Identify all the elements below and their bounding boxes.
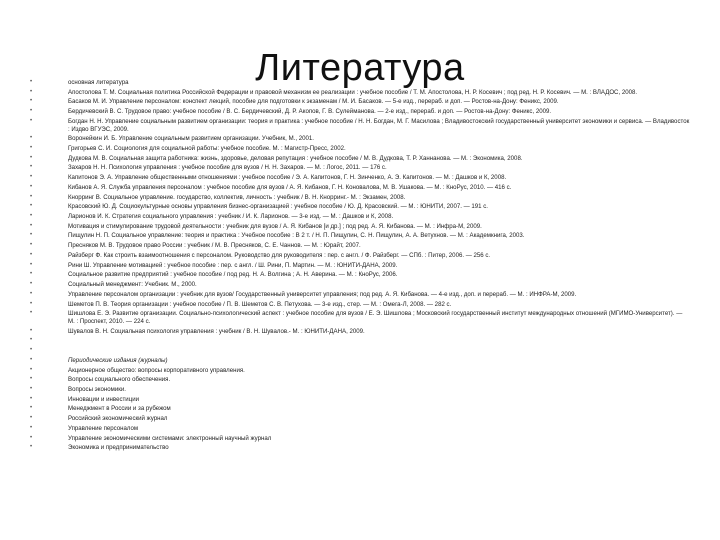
bibliography-entry: • Шувалов В. Н. Социальная психология управления : учебник / В. Н. Шувалов.- М. : ЮНИТИ-ДАНА, 2009.: [30, 328, 690, 336]
bibliography-entry: • Социальное развитие предприятий : учебное пособие / под ред. Н. А. Волгина ; А. Н. Аверина. — М. : КноРус, 2006.: [30, 271, 690, 279]
bibliography-entry: • Российский экономический журнал: [30, 415, 690, 423]
bibliography-entry: • Захаров Н. Н. Психология управления : учебное пособие для вузов / Н. Н. Захаров. — М. : Логос, 2011. — 176 с.: [30, 164, 690, 172]
bibliography-entry: • Шеметов П. В. Теория организации : учебное пособие / П. В. Шеметов С. В. Петухова. — 3-е изд., стер. — М. : Омега-Л, 2008. — 282 с.: [30, 301, 690, 309]
bibliography-entry: • Инновации и инвестиции: [30, 396, 690, 404]
empty-bullet: [30, 347, 690, 355]
bibliography-list: [30, 79, 690, 454]
bibliography-entry: • Экономика и предпринимательство: [30, 444, 690, 452]
bibliography-entry: • Капитонов Э. А. Управление общественными отношениями : учебное пособие / Э. А. Капитонов, Г. Н. Зинченко, А. Э. Капитонов. — М. : Дашков и К, 2008.: [30, 174, 690, 182]
section-heading: • Периодические издания (журналы): [30, 357, 690, 365]
bibliography-entry: • Воронейкин И. Б. Управление социальным развитием организации. Учебник, М., 2001.: [30, 135, 690, 143]
bibliography-entry: • Григорьев С. И. Социология для социальной работы: учебное пособие. М. : Магистр-Пресс, 2002.: [30, 145, 690, 153]
bibliography-entry: • Райзберг Ф. Как строить взаимоотношения с персоналом. Руководство для руководителя : пер. с англ. / Ф. Райзберг. — СПб. : Питер, 2006. — 256 с.: [30, 252, 690, 260]
bibliography-entry: • Управление экономическими системами: электронный научный журнал: [30, 435, 690, 443]
bibliography-entry: • основная литература: [30, 79, 690, 87]
bibliography-entry: • Пресняков М. В. Трудовое право России : учебник / М. В. Пресняков, С. Е. Чаннов. — М. : Юрайт, 2007.: [30, 242, 690, 250]
slide-title: Литература: [255, 47, 465, 90]
bibliography-entry: • Ларионов И. К. Стратегия социального управления : учебник / И. К. Ларионов. — 3-е изд. — М. : Дашков и К, 2008.: [30, 213, 690, 221]
bibliography-entry: • Кибанов А. Я. Служба управления персоналом : учебное пособие для вузов / А. Я. Кибанов, Г. Н. Коновалова, М. В. Ушакова. — М. : КноРус, 2010. — 416 с.: [30, 184, 690, 192]
bibliography-entry: • Управление персоналом организации : учебник для вузов/ Государственный университет управления; под ред. А. Я. Кибанова. — 4-е изд., доп. и перераб. — М. : ИНФРА-М, 2009.: [30, 291, 690, 299]
empty-bullet: [30, 337, 690, 345]
bibliography-entry: • Вопросы экономики.: [30, 386, 690, 394]
bibliography-entry: • Дудкова М. В. Социальная защита работника: жизнь, здоровье, деловая репутация : учебное пособие / М. В. Дудкова, Т. Р. Ханнанова. — М. : Экономика, 2008.: [30, 155, 690, 163]
bibliography-entry: • Акционерное общество: вопросы корпоративного управления.: [30, 367, 690, 375]
bibliography-entry: • Менеджмент в России и за рубежом: [30, 405, 690, 413]
bibliography-entry: • Мотивация и стимулирование трудовой деятельности : учебник для вузов / А. Я. Кибанов [и др.] ; под ред. А. Я. Кибанова. — М. : Инфра-М, 2009.: [30, 223, 690, 231]
bibliography-entry: • Бердичевский В. С. Трудовое право: учебное пособие / В. С. Бердичевский, Д. Р. Акопов, Г. В. Сулейманова. — 2-е изд., перераб. и доп. — Ростов-на-Дону: Феникс, 2009.: [30, 108, 690, 116]
bibliography-entry: • Вопросы социального обеспечения.: [30, 376, 690, 384]
bibliography-entry: • Пищулин Н. П. Социальное управление: теория и практика : Учебное пособие : В 2 т. / Н. П. Пищулин, С. Н. Пищулин, А. А. Ветухнов. — М. : Академкнига, 2003.: [30, 232, 690, 240]
bibliography-entry: • Социальный менеджмент: Учебник. М., 2000.: [30, 281, 690, 289]
bibliography-entry: • Рини Ш. Управление мотивацией : учебное пособие : пер. с англ. / Ш. Рини, П. Мартин. — М. : ЮНИТИ-ДАНА, 2009.: [30, 262, 690, 270]
bibliography-entry: • Шишлова Е. Э. Развитие организации. Социально-психологический аспект : учебное пособие для вузов / Е. Э. Шишлова ; Московский государственный институт международных отношений (МГИМО-Университет). — М. : Проспект, 2010. — 224 с.: [30, 310, 690, 325]
bibliography-entry: • Красовский Ю. Д. Социокультурные основы управления бизнес-организацией : учебное пособие / Ю. Д. Красовский. — М. : ЮНИТИ, 2007. — 191 с.: [30, 203, 690, 211]
bibliography-entry: • Апостолова Т. М. Социальная политика Российской Федерации и правовой механизм ее реализации : учебное пособие / Т. М. Апостолова, Н. Р. Косевич ; под ред. Н. Р. Косевич. — М. : ВЛАДОС, 2008.: [30, 89, 690, 97]
bibliography-entry: • Кнорринг В. Социальное управление. государство, коллектив, личность : учебник / В. Н. Кнорринг.- М. : Экзамен, 2008.: [30, 194, 690, 202]
bibliography-entry: • Басаков М. И. Управление персоналом: конспект лекций, пособие для подготовки к экзаменам / М. И. Басаков. — 5-е изд., перераб. и доп. — Ростов-на-Дону: Феникс, 2009.: [30, 98, 690, 106]
bibliography-entry: • Управление персоналом: [30, 425, 690, 433]
bibliography-entry: • Богдан Н. Н. Управление социальным развитием организации: теория и практика : учебное пособие / Н. Н. Богдан, М. Г. Масилова ; Владивостокский государственный университет экономики и сервиса. — Владивосток : Издво ВГУЭС, 2009.: [30, 118, 690, 133]
